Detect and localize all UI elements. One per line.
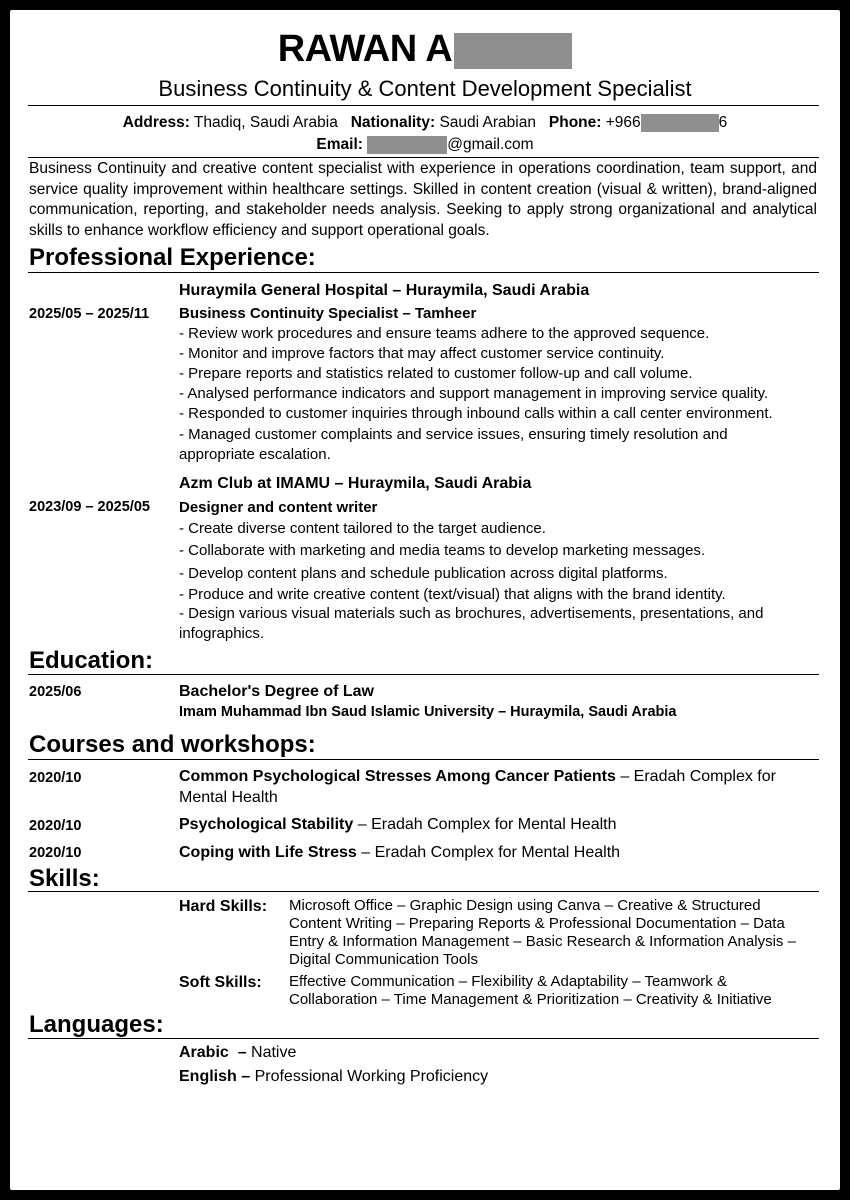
address-label: Address: <box>122 114 190 132</box>
job-1-dates: 2025/05 – 2025/11 <box>29 306 150 322</box>
language-english <box>179 1068 488 1086</box>
job-2-org: Azm Club at IMAMU – Huraymila, Saudi Arabia <box>179 475 532 492</box>
course-2 <box>179 816 617 834</box>
job-1-bullet: - Monitor and improve factors that may affect customer service continuity. <box>179 345 665 362</box>
course-1 <box>179 768 776 786</box>
resume-page <box>10 10 840 1190</box>
languages-heading: Languages: <box>29 1011 164 1038</box>
profile-summary: Business Continuity and creative content specialist with experience in operations coordination, team support, and service quality improvement within healthcare settings. Skilled in content creation (visual & written), brand-aligned communication, reporting, and stakeholder needs analysis. Seeking to apply strong organizational and analytical skills to enhance workflow efficiency and support operational goals. <box>29 160 817 239</box>
job-1-org: Huraymila General Hospital – Huraymila, Saudi Arabia <box>179 282 590 299</box>
address-value: Thadiq, Saudi Arabia <box>193 114 338 132</box>
phone-prefix: +966 <box>605 114 641 132</box>
nationality-label: Nationality: <box>350 114 436 132</box>
experience-divider <box>28 272 819 273</box>
redacted-surname <box>454 33 572 69</box>
education-school: Imam Muhammad Ibn Saud Islamic University – Huraymila, Saudi Arabia <box>179 704 677 720</box>
job-1-bullet: - Managed customer complaints and service issues, ensuring timely resolution and <box>179 426 728 443</box>
language-level: Native <box>251 1044 297 1061</box>
job-2-bullet: - Create diverse content tailored to the target audience. <box>179 520 546 537</box>
course-1-provider: – Eradah Complex for <box>615 768 776 785</box>
skills-divider <box>28 891 819 892</box>
job-2-bullet: - Collaborate with marketing and media teams to develop marketing messages. <box>179 542 706 559</box>
candidate-name-text: RAWAN A <box>277 28 453 70</box>
course-1-title: Common Psychological Stresses Among Cancer Patients <box>179 768 616 785</box>
language-name: English <box>179 1068 237 1085</box>
soft-skills-label: Soft Skills: <box>179 974 262 991</box>
job-title: Business Continuity & Content Development Specialist <box>158 76 692 101</box>
language-sep: – <box>228 1044 252 1061</box>
redacted-phone <box>641 114 719 132</box>
contact-line <box>10 114 840 132</box>
course-2-title: Psychological Stability <box>179 816 354 833</box>
email-label: Email: <box>316 136 363 154</box>
phone-label: Phone: <box>548 114 602 132</box>
job-2-bullet: - Develop content plans and schedule publication across digital platforms. <box>179 565 668 582</box>
job-2-role: Designer and content writer <box>179 499 378 516</box>
education-degree: Bachelor's Degree of Law <box>179 683 374 700</box>
course-3-title: Coping with Life Stress <box>179 844 357 861</box>
education-date: 2025/06 <box>29 684 82 700</box>
courses-divider <box>28 759 819 760</box>
header-divider <box>28 105 819 106</box>
job-1-role: Business Continuity Specialist – Tamheer <box>179 305 477 322</box>
education-divider <box>28 674 819 675</box>
job-2-bullet: infographics. <box>179 625 265 642</box>
experience-heading: Professional Experience: <box>29 244 316 271</box>
courses-heading: Courses and workshops: <box>29 731 316 758</box>
email-line <box>10 136 840 154</box>
hard-skills-list: Microsoft Office – Graphic Design using Canva – Creative & Structured Content Writing – Preparing Reports & Professional Documentation – Data Entry & Information Management – Basic Research & Information Analysis – Digital Communication Tools <box>289 897 796 968</box>
education-heading: Education: <box>29 647 153 674</box>
course-3-date: 2020/10 <box>29 845 82 861</box>
language-sep: – <box>236 1068 255 1085</box>
course-1-date: 2020/10 <box>29 770 82 786</box>
contact-divider <box>28 157 819 158</box>
course-3-provider: – Eradah Complex for Mental Health <box>356 844 621 861</box>
language-name: Arabic <box>179 1044 229 1061</box>
job-1-bullet: - Review work procedures and ensure teams adhere to the approved sequence. <box>179 325 710 342</box>
job-2-dates: 2023/09 – 2025/05 <box>29 499 150 515</box>
email-domain: @gmail.com <box>447 136 534 154</box>
job-1-bullet: - Responded to customer inquiries through inbound calls within a call center environment. <box>179 405 773 422</box>
course-3 <box>179 844 620 862</box>
course-1-provider-cont: Mental Health <box>179 789 278 806</box>
language-level: Professional Working Proficiency <box>254 1068 489 1085</box>
soft-skills-list: Effective Communication – Flexibility & Adaptability – Teamwork & Collaboration – Time Management & Prioritization – Creativity & Initiative <box>289 973 772 1008</box>
skills-heading: Skills: <box>29 865 100 892</box>
nationality-value: Saudi Arabian <box>439 114 536 132</box>
hard-skills-label: Hard Skills: <box>179 898 268 915</box>
job-1-bullet: - Analysed performance indicators and support management in improving service quality. <box>179 385 769 402</box>
course-2-provider: – Eradah Complex for Mental Health <box>353 816 617 833</box>
languages-divider <box>28 1038 819 1039</box>
job-1-bullet: appropriate escalation. <box>179 446 331 463</box>
course-2-date: 2020/10 <box>29 818 82 834</box>
job-2-bullet: - Design various visual materials such as brochures, advertisements, presentations, and <box>179 605 764 622</box>
candidate-name <box>10 28 840 71</box>
job-2-bullet: - Produce and write creative content (text/visual) that aligns with the brand identity. <box>179 586 726 603</box>
job-1-bullet: - Prepare reports and statistics related to customer follow-up and call volume. <box>179 365 693 382</box>
phone-suffix: 6 <box>718 114 728 132</box>
redacted-email <box>367 136 447 154</box>
language-arabic <box>179 1044 296 1062</box>
